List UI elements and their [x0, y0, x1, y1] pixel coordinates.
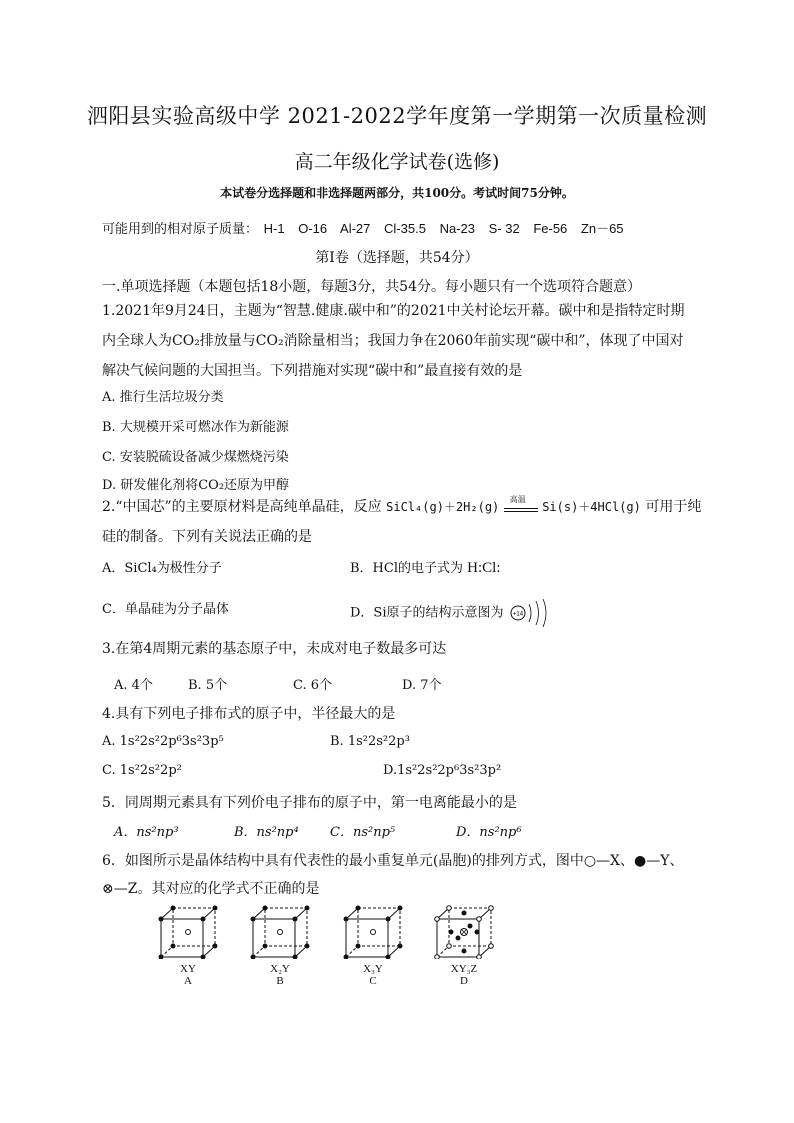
- crystal-cell-c: [338, 905, 408, 987]
- cell-b-formula: X₂Y: [270, 963, 290, 975]
- q2-stem-b: 可用于纯: [645, 499, 702, 515]
- cell-a-letter: A: [184, 975, 192, 987]
- q3-option-d: D. 7个: [402, 678, 442, 693]
- q1-option-a: A. 推行生活垃圾分类: [102, 390, 224, 405]
- crystal-cell-d: [429, 905, 499, 987]
- q2-option-a: A．SiCl₄为极性分子: [102, 561, 222, 576]
- nucleus-charge: +14: [512, 611, 523, 618]
- q6-stem-line1: 6．如图所示是晶体结构中具有代表性的最小重复单元(晶胞)的排列方式，图中○—X、●—Y、: [102, 853, 684, 869]
- q5-option-c: C．ns²np⁵: [330, 825, 396, 840]
- q1-option-b: B. 大规模开采可燃冰作为新能源: [102, 420, 289, 435]
- q2-option-d: [350, 598, 552, 628]
- q3-stem: 3.在第4周期元素的基态原子中，未成对电子数最多可达: [102, 641, 447, 657]
- mass-item: S- 32: [488, 221, 520, 236]
- q3-option-b: B. 5个: [188, 678, 228, 693]
- hcl-electron-formula: H:Cl:: [467, 560, 501, 576]
- q2-option-d-text: D．Si原子的结构示意图为: [350, 605, 504, 621]
- cell-c-letter: C: [369, 975, 377, 987]
- section-heading: 一.单项选择题（本题包括18小题，每题3分，共54分。每小题只有一个选项符合题意）: [102, 279, 641, 295]
- q6-stem-line2: ⊗—Z。其对应的化学式不正确的是: [102, 881, 320, 897]
- atomic-masses-label: 可能用到的相对原子质量：: [102, 221, 259, 236]
- cell-c-formula: X₃Y: [363, 963, 383, 975]
- q3-option-c: C. 6个: [293, 678, 333, 693]
- q4-option-a: A. 1s²2s²2p⁶3s²3p⁵: [102, 734, 224, 749]
- si-atom-structure-diagram: [508, 598, 552, 628]
- equilibrium-line: [504, 508, 538, 509]
- q2-option-c: C．单晶硅为分子晶体: [102, 602, 229, 617]
- q4-option-c: C. 1s²2s²2p²: [102, 763, 182, 778]
- q2-option-b: [350, 557, 500, 577]
- atomic-masses: [102, 218, 634, 237]
- q1-option-d: D. 研发催化剂将CO₂还原为甲醇: [102, 478, 290, 493]
- q5-stem: 5．同周期元素具有下列价电子排布的原子中，第一电离能最小的是: [102, 795, 517, 811]
- mass-item: Al-27: [340, 221, 371, 236]
- part-heading: 第Ⅰ卷（选择题，共54分）: [315, 250, 479, 266]
- q2-stem-c: 硅的制备。下列有关说法正确的是: [102, 529, 312, 545]
- q1-option-c: C. 安装脱硫设备减少煤燃烧污染: [102, 450, 289, 465]
- cell-a-formula: XY: [180, 963, 196, 975]
- q4-option-b: B. 1s²2s²2p³: [330, 734, 410, 749]
- cube-diagram-d: [429, 905, 499, 959]
- exam-note: 本试卷分选择题和非选择题两部分，共100分。考试时间75分钟。: [220, 186, 574, 200]
- cube-diagram-b: [245, 905, 315, 959]
- cell-d-letter: D: [460, 975, 468, 987]
- crystal-cell-a: [153, 905, 223, 987]
- q2-reaction-left: SiCl₄(g)＋2H₂(g): [386, 500, 500, 514]
- mass-item: Na-23: [439, 221, 475, 236]
- q2-condition: 高温: [509, 495, 526, 504]
- cell-d-formula: XY₃Z: [450, 963, 478, 975]
- mass-item: H-1: [263, 221, 285, 236]
- exam-subtitle: 高二年级化学试卷(选修): [294, 151, 500, 173]
- exam-title: 泗阳县实验高级中学 2021-2022学年度第一学期第一次质量检测: [86, 104, 708, 128]
- q2-stem-a: 2.“中国芯”的主要原材料是高纯单晶硅，反应: [102, 499, 382, 515]
- mass-item: O-16: [298, 221, 328, 236]
- electron-shell-2: [536, 601, 539, 625]
- q2-option-b-text: B．HCl的电子式为: [350, 561, 463, 576]
- cube-diagram-c: [338, 905, 408, 959]
- q5-option-b: B．ns²np⁴: [234, 825, 299, 840]
- equilibrium-line: [504, 511, 538, 512]
- q2-reaction-right: Si(s)＋4HCl(g): [542, 500, 641, 514]
- q5-option-a: A．ns²np³: [114, 825, 179, 840]
- mass-item: Fe-56: [533, 221, 568, 236]
- cube-diagram-a: [153, 905, 223, 959]
- electron-shell-3: [543, 599, 546, 627]
- cell-b-letter: B: [276, 975, 284, 987]
- mass-item: Zn－65: [580, 221, 624, 236]
- mass-item: Cl-35.5: [384, 221, 426, 236]
- electron-shell-1: [529, 604, 531, 622]
- q1-stem: 1.2021年9月24日，主题为“智慧.健康.碳中和”的2021中关村论坛开幕。碳中和是指特定时期内全球人为CO₂排放量与CO₂消除量相当；我国力争在2060年前实现“碳中和”，体现了中国对解决气候问题的大国担当。下列措施对实现“碳中和”最直接有效的是: [102, 303, 685, 379]
- q3-option-a: A. 4个: [114, 678, 153, 693]
- reaction-arrow: [504, 495, 538, 514]
- q4-option-d: D.1s²2s²2p⁶3s²3p²: [383, 763, 502, 778]
- q5-option-d: D．ns²np⁶: [456, 825, 522, 840]
- q4-stem: 4.具有下列电子排布式的原子中，半径最大的是: [102, 706, 396, 722]
- crystal-cell-b: [245, 905, 315, 987]
- q2-stem-line1: [102, 496, 701, 516]
